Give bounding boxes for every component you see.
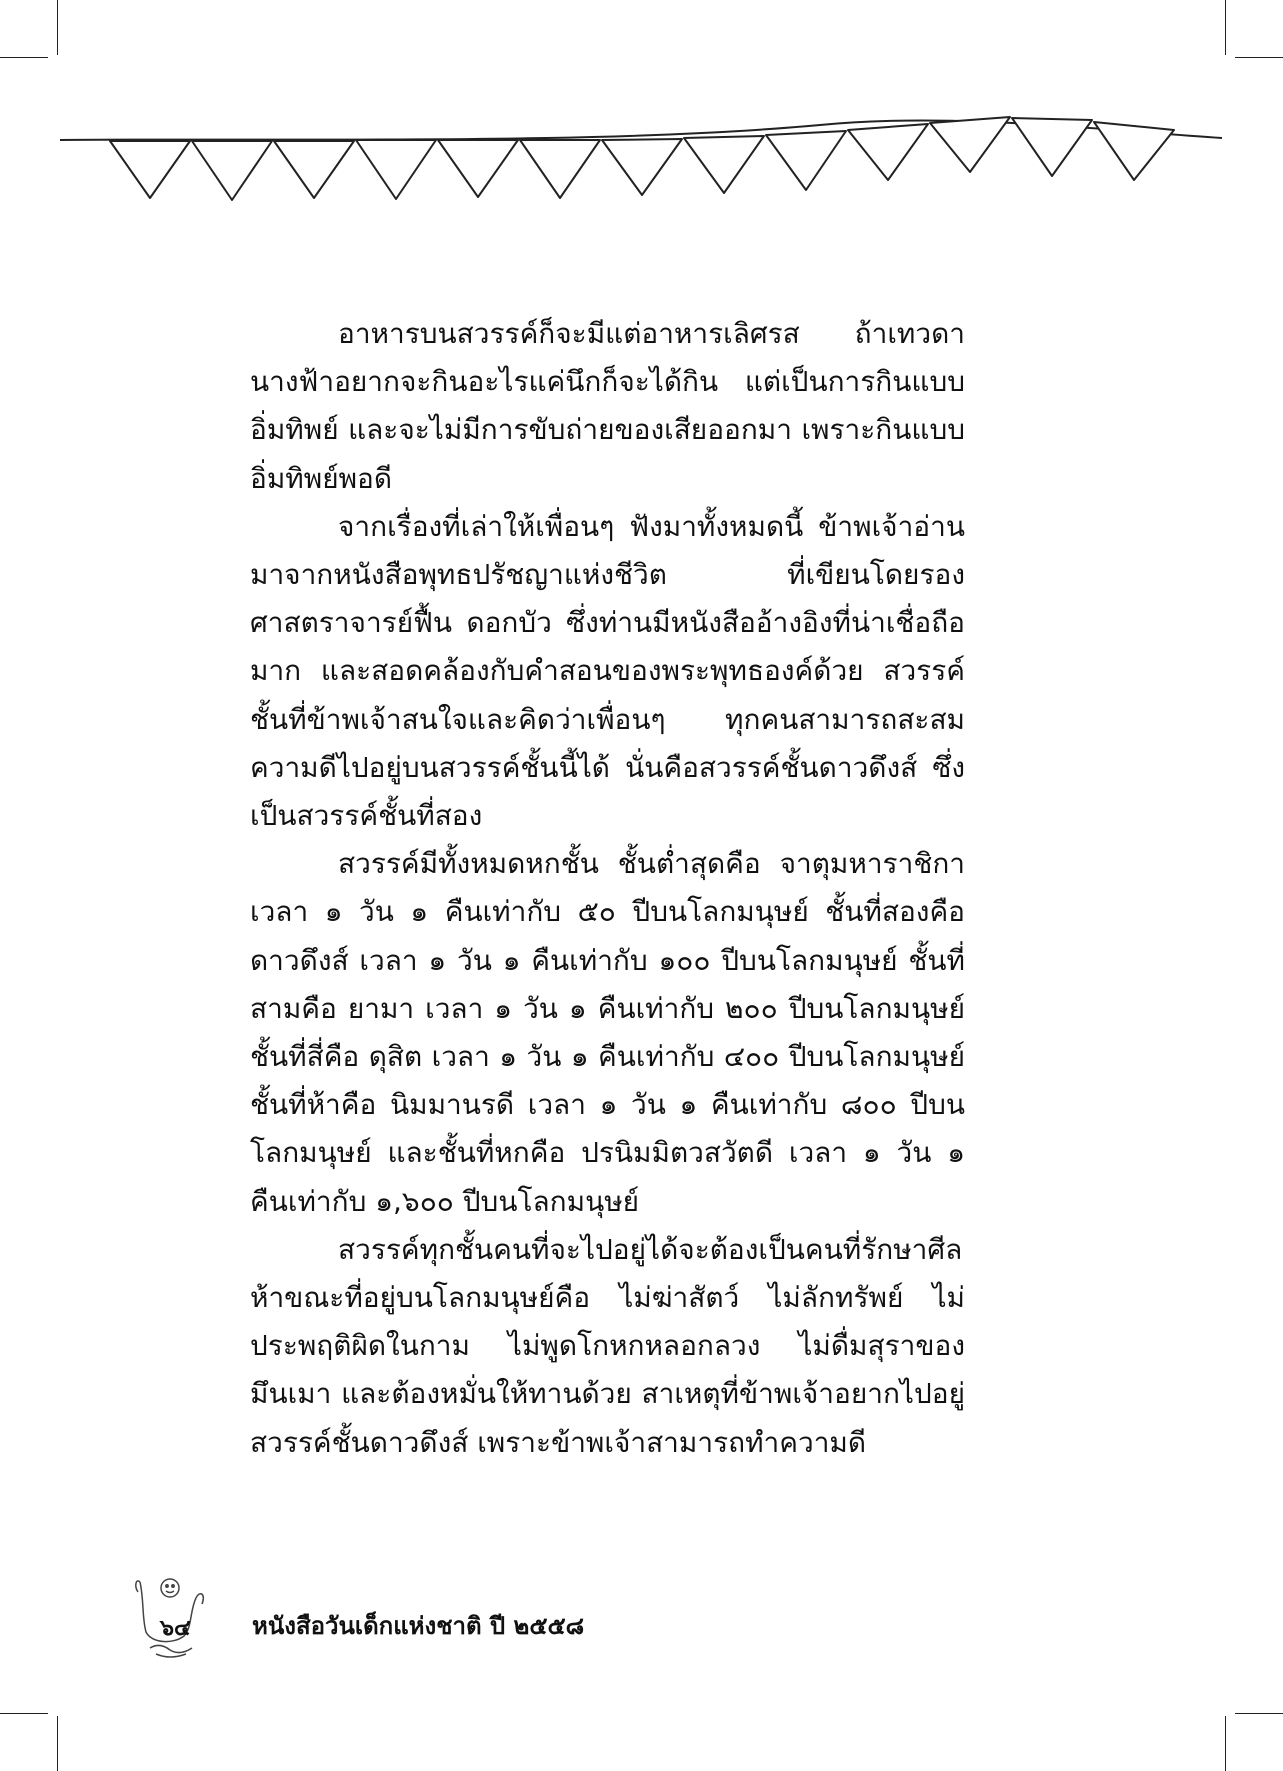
crop-mark-bottom-left-v — [57, 1716, 58, 1771]
paragraph: สวรรค์มีทั้งหมดหกชั้น ชั้นต่ำสุดคือ จาตุมหาราชิกา เวลา ๑ วัน ๑ คืนเท่ากับ ๕๐ ปีบนโลกมนุษย์ ชั้นที่สองคือ ดาวดึงส์ เวลา ๑ วัน ๑ คืนเท่ากับ ๑๐๐ ปีบนโลกมนุษย์ ชั้นที่สามคือ ยามา เวลา ๑ วัน ๑ คืนเท่ากับ ๒๐๐ ปีบนโลกมนุษย์ ชั้นที่สี่คือ ดุสิต เวลา ๑ วัน ๑ คืนเท่ากับ ๔๐๐ ปีบนโลกมนุษย์ ชั้นที่ห้าคือ นิมมานรดี เวลา ๑ วัน ๑ คืนเท่ากับ ๘๐๐ ปีบนโลกมนุษย์ และชั้นที่หกคือ ปรนิมมิตวสวัตดี เวลา ๑ วัน ๑ คืนเท่ากับ ๑,๖๐๐ ปีบนโลกมนุษย์ — [250, 847, 965, 1218]
paragraph: สวรรค์ทุกชั้นคนที่จะไปอยู่ได้จะต้องเป็นคนที่รักษาศีลห้าขณะที่อยู่บนโลกมนุษย์คือ ไม่ฆ่าสัตว์ ไม่ลักทรัพย์ ไม่ประพฤติผิดในกาม ไม่พูดโกหกหลอกลวง ไม่ดื่มสุราของมึนเมา และต้องหมั่นให้ทานด้วย สาเหตุที่ข้าพเจ้าอยากไปอยู่สวรรค์ชั้นดาวดึงส์ เพราะข้าพเจ้าสามารถทำความดี — [250, 1232, 965, 1459]
page-number: ๖๔ — [160, 1616, 191, 1641]
paragraph: อาหารบนสวรรค์ก็จะมีแต่อาหารเลิศรส ถ้าเทวดานางฟ้าอยากจะกินอะไรแค่นึกก็จะได้กิน แต่เป็นการกินแบบอิ่มทิพย์ และจะไม่มีการขับถ่ายของเสียออกมา เพราะกินแบบอิ่มทิพย์พอดี — [250, 317, 965, 495]
crop-mark-bottom-right-v — [1225, 1716, 1226, 1771]
page-footer — [130, 1570, 830, 1660]
book-title: หนังสือวันเด็กแห่งชาติ ปี ๒๕๕๘ — [252, 1612, 585, 1640]
bunting-flags-decoration — [0, 0, 1283, 240]
body-text — [250, 310, 965, 1467]
crop-mark-bottom-left-h — [0, 1713, 48, 1714]
paragraph: จากเรื่องที่เล่าให้เพื่อนๆ ฟังมาทั้งหมดนี้ ข้าพเจ้าอ่านมาจากหนังสือพุทธปรัชญาแห่งชีวิต ที่เขียนโดยรองศาสตราจารย์ฟื้น ดอกบัว ซึ่งท่านมีหนังสืออ้างอิงที่น่าเชื่อถือมาก และสอดคล้องกับคำสอนของพระพุทธองค์ด้วย สวรรค์ชั้นที่ข้าพเจ้าสนใจและคิดว่าเพื่อนๆ ทุกคนสามารถสะสมความดีไปอยู่บนสวรรค์ชั้นนี้ได้ นั่นคือสวรรค์ชั้นดาวดึงส์ ซึ่งเป็นสวรรค์ชั้นที่สอง — [250, 509, 965, 833]
crop-mark-bottom-right-h — [1235, 1713, 1283, 1714]
